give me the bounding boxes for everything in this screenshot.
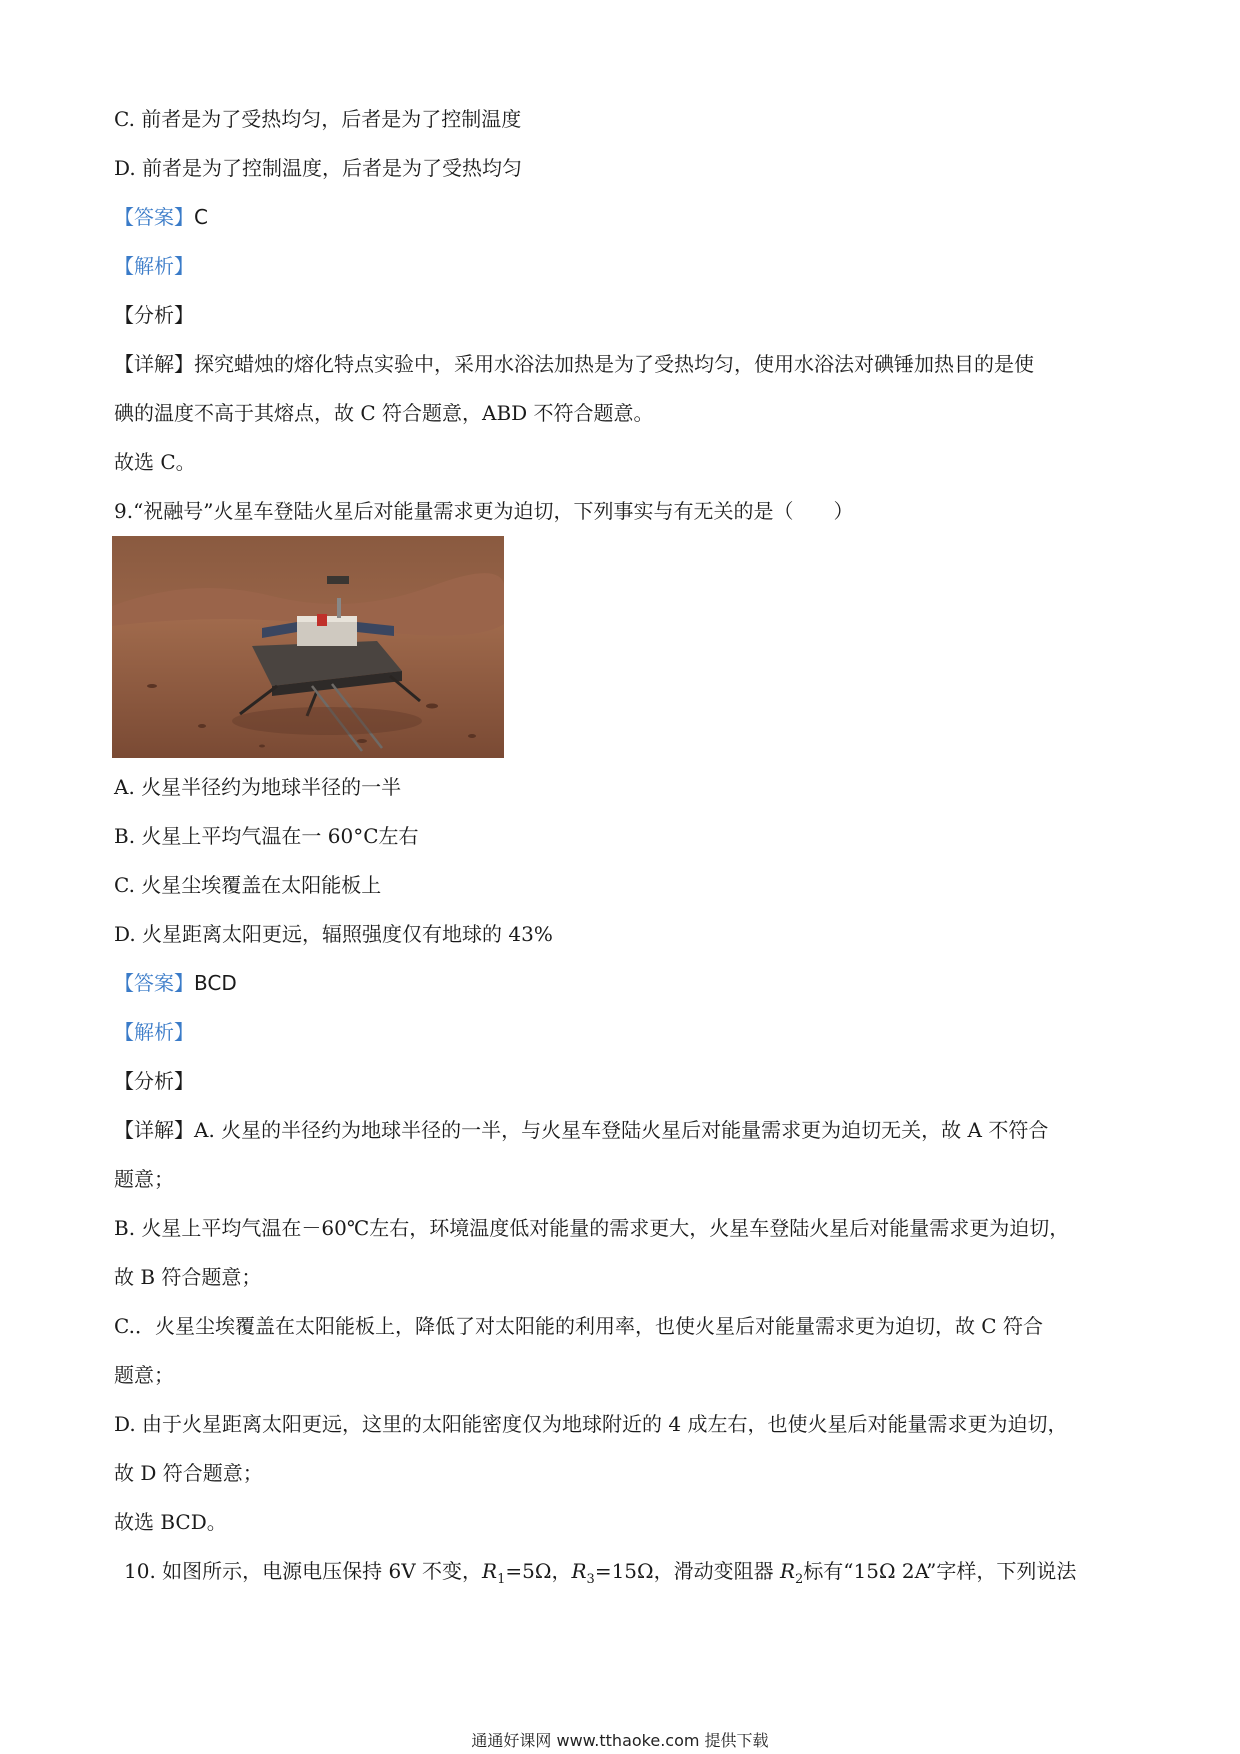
q10-r1: R	[482, 1559, 498, 1583]
q9-detail-c1: C.．火星尘埃覆盖在太阳能板上，降低了对太阳能的利用率，也使火星后对能量需求更为迫切，故 C 符合	[114, 1314, 1043, 1338]
answer-value: C	[194, 205, 208, 229]
fenxi-tag: 【分析】	[114, 303, 194, 327]
q10-stem-b: 标有“15Ω 2A”字样，下列说法	[803, 1559, 1077, 1583]
q9-option-b: B. 火星上平均气温在一 60°C左右	[114, 824, 419, 848]
q9-option-d: D. 火星距离太阳更远，辐照强度仅有地球的 43%	[114, 922, 553, 946]
detail-text: 探究蜡烛的熔化特点实验中，采用水浴法加热是为了受热均匀，使用水浴法对碘锤加热目的是使	[194, 352, 1034, 376]
q9-conclusion: 故选 BCD。	[114, 1510, 227, 1534]
option-c: C. 前者是为了受热均匀，后者是为了控制温度	[114, 107, 522, 131]
q9-option-a: A. 火星半径约为地球半径的一半	[114, 775, 402, 799]
jiexi-tag: 【解析】	[114, 254, 194, 278]
q9-fenxi-tag: 【分析】	[114, 1069, 194, 1093]
q9-detail-b2: 故 B 符合题意；	[114, 1265, 262, 1289]
conclusion: 故选 C。	[114, 450, 196, 474]
q10-r2-sub: 2	[795, 1572, 804, 1587]
q10-r3-val: =15Ω，滑动变阻器	[594, 1559, 780, 1583]
q9-answer-tag: 【答案】	[114, 971, 194, 995]
q9-detail-a2: 题意；	[114, 1167, 174, 1191]
q9-detail-b1: B. 火星上平均气温在－60℃左右，环境温度低对能量的需求更大，火星车登陆火星后对能量需求更为迫切，	[114, 1216, 1070, 1240]
q9-detail-d1: D. 由于火星距离太阳更远，这里的太阳能密度仅为地球附近的 4 成左右，也使火星后对能量需求更为迫切，	[114, 1412, 1068, 1436]
detail-tag: 【详解】	[114, 352, 194, 376]
q9-detail-a-text: A. 火星的半径约为地球半径的一半，与火星车登陆火星后对能量需求更为迫切无关，故 A 不符合	[194, 1118, 1049, 1142]
mars-rover-image	[112, 536, 504, 758]
q9-detail-a1	[114, 1116, 1048, 1144]
q10-stem	[124, 1557, 1076, 1594]
q10-r1-val: =5Ω，	[505, 1559, 572, 1583]
q9-answer-value: BCD	[194, 971, 237, 995]
q9-detail-tag: 【详解】	[114, 1118, 194, 1142]
answer-tag: 【答案】	[114, 205, 194, 229]
q9-answer-line	[114, 969, 237, 997]
option-d: D. 前者是为了控制温度，后者是为了受热均匀	[114, 156, 523, 180]
q9-option-c: C. 火星尘埃覆盖在太阳能板上	[114, 873, 382, 897]
q9-stem: 9.“祝融号”火星车登陆火星后对能量需求更为迫切，下列事实与有无关的是（ ）	[114, 499, 854, 523]
q9-detail-c2: 题意；	[114, 1363, 174, 1387]
q10-r3: R	[571, 1559, 587, 1583]
q10-r2: R	[779, 1559, 796, 1583]
q9-jiexi-tag: 【解析】	[114, 1020, 194, 1044]
detail-line-2: 碘的温度不高于其熔点，故 C 符合题意，ABD 不符合题意。	[114, 401, 654, 425]
q10-stem-a: 10. 如图所示，电源电压保持 6V 不变，	[124, 1559, 483, 1583]
q10-r3-sub: 3	[586, 1572, 595, 1587]
detail-line-1	[114, 350, 1034, 378]
page-footer: 通通好课网 www.tthaoke.com 提供下载	[471, 1731, 769, 1750]
q9-detail-d2: 故 D 符合题意；	[114, 1461, 263, 1485]
answer-line	[114, 203, 208, 231]
q10-r1-sub: 1	[497, 1572, 506, 1587]
